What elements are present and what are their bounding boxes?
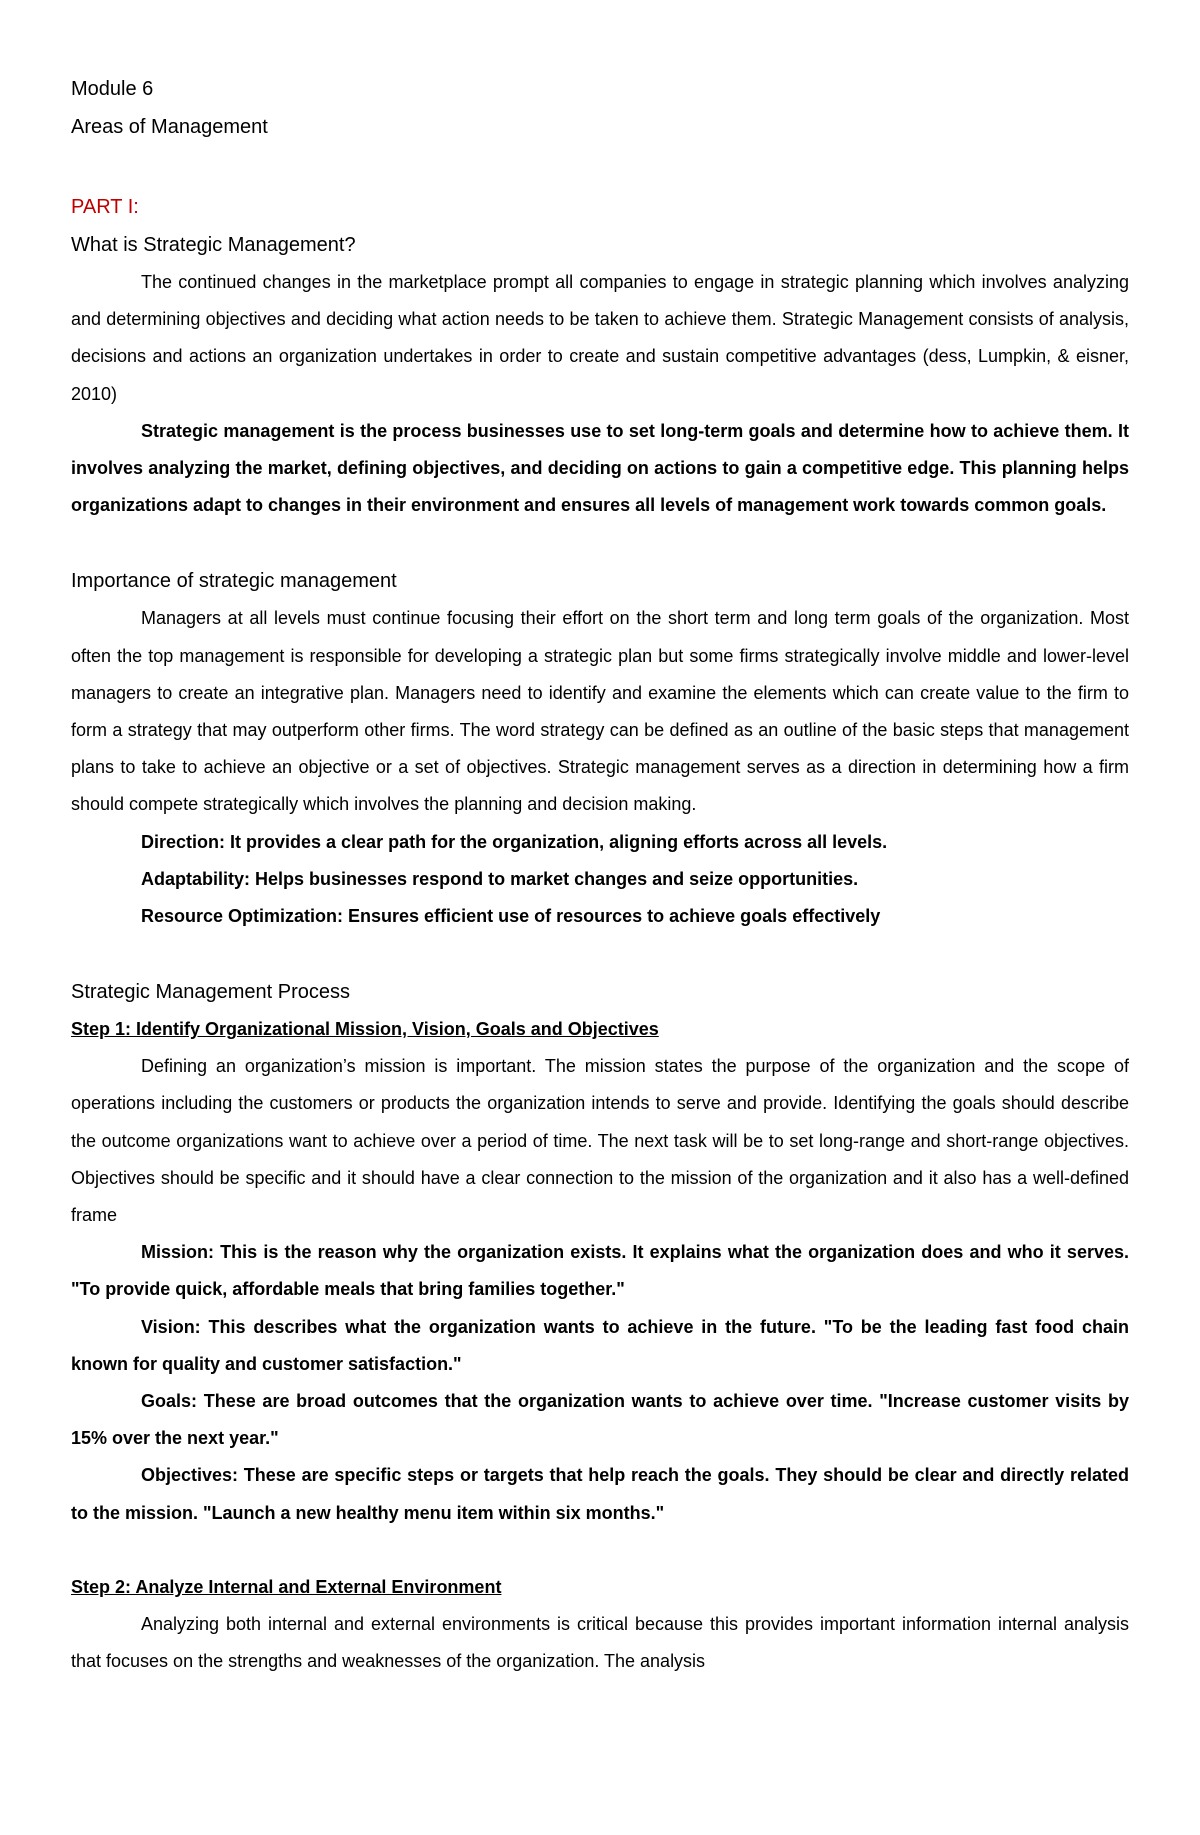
section-heading-importance: Importance of strategic management <box>71 570 397 593</box>
bold-paragraph: Strategic management is the process businesses use to set long-term goals and determine how to achieve them. It involves analyzing the market, defining objectives, and deciding on actions to gain a competitive edge. This planning helps organizations adapt to changes in their environment and ensures all levels of management work towards common goals. <box>71 420 1129 516</box>
module-subtitle: Areas of Management <box>71 116 268 138</box>
bullet-adaptability: Adaptability: Helps businesses respond to market changes and seize opportunities. <box>141 868 859 889</box>
step-heading-2: Step 2: Analyze Internal and External Environment <box>71 1576 502 1597</box>
mission-definition: Mission: This is the reason why the organization exists. It explains what the organization does and who it serves. "To provide quick, affordable meals that bring families together." <box>71 1242 1129 1300</box>
section-heading-what-is: What is Strategic Management? <box>71 234 356 256</box>
bullet-resource-optimization: Resource Optimization: Ensures efficient use of resources to achieve goals effectively <box>141 906 881 927</box>
bullet-direction: Direction: It provides a clear path for the organization, aligning efforts across all levels. <box>141 831 888 852</box>
goals-definition: Goals: These are broad outcomes that the organization wants to achieve over time. "Increase customer visits by 15% over the next year." <box>71 1391 1129 1449</box>
paragraph: Managers at all levels must continue focusing their effort on the short term and long term goals of the organization. Most often the top management is responsible for developing a strategic plan but some firms strategically involve middle and lower-level managers to create an integrative plan. Managers need to identify and examine the elements which can create value to the firm to form a strategy that may outperform other firms. The word strategy can be defined as an outline of the basic steps that management plans to take to achieve an objective or a set of objectives. Strategic management serves as a direction in determining how a firm should compete strategically which involves the planning and decision making. <box>71 608 1129 815</box>
part-label: PART I: <box>71 196 139 218</box>
vision-definition: Vision: This describes what the organization wants to achieve in the future. "To be the leading fast food chain known for quality and customer satisfaction." <box>71 1316 1129 1374</box>
paragraph: Defining an organization’s mission is important. The mission states the purpose of the organization and the scope of operations including the customers or products the organization intends to serve and provide. Identifying the goals should describe the outcome organizations want to achieve over a period of time. The next task will be to set long-range and short-range objectives. Objectives should be specific and it should have a clear connection to the mission of the organization and it also has a well-defined frame <box>71 1056 1129 1226</box>
module-title: Module 6 <box>71 78 154 100</box>
paragraph: Analyzing both internal and external environments is critical because this provides important information internal analysis that focuses on the strengths and weaknesses of the organization. The analysis <box>71 1613 1129 1672</box>
section-heading-process: Strategic Management Process <box>71 981 351 1004</box>
step-heading-1: Step 1: Identify Organizational Mission, Vision, Goals and Objectives <box>71 1019 659 1040</box>
paragraph: The continued changes in the marketplace prompt all companies to engage in strategic planning which involves analyzing and determining objectives and deciding what action needs to be taken to achieve them. Strategic Management consists of analysis, decisions and actions an organization undertakes in order to create and sustain competitive advantages (dess, Lumpkin, & eisner, 2010) <box>71 272 1129 404</box>
objectives-definition: Objectives: These are specific steps or targets that help reach the goals. They should be clear and directly related to the mission. "Launch a new healthy menu item within six months." <box>71 1465 1129 1523</box>
